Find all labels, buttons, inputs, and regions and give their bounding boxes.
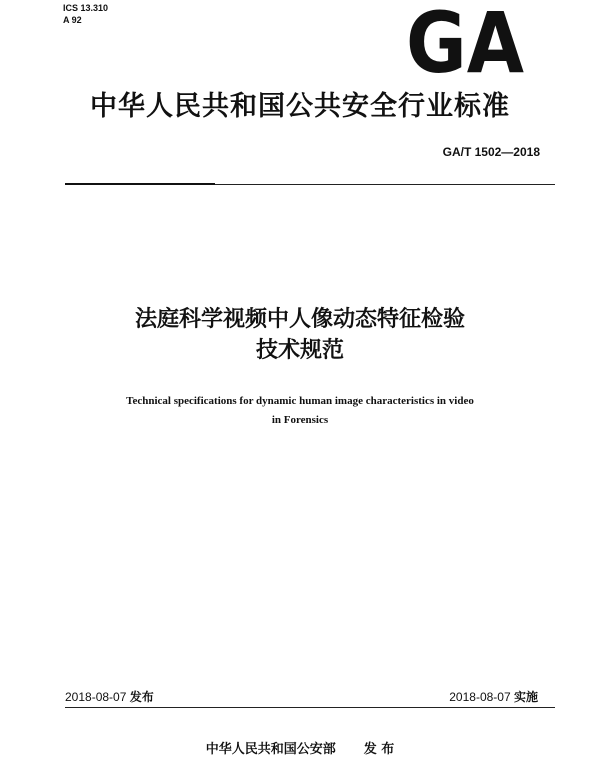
implementation-date xyxy=(449,688,538,705)
issue-date-label: 发布 xyxy=(129,690,154,704)
standard-number: GA/T 1502—2018 xyxy=(442,145,540,159)
classification-codes xyxy=(63,2,108,26)
document-title-english xyxy=(0,392,600,430)
ics-code: ICS 13.310 xyxy=(63,3,109,13)
implementation-date-value: 2018-08-07 xyxy=(449,690,511,704)
title-cn-line-1: 法庭科学视频中人像动态特征检验 xyxy=(134,307,465,332)
ga-logo xyxy=(405,0,525,92)
document-title-chinese xyxy=(0,304,600,366)
svg-text:GA: GA xyxy=(406,0,524,92)
publisher-line xyxy=(0,738,600,757)
issuing-authority-title: 中华人民共和国公共安全行业标准 xyxy=(90,91,510,122)
header-divider-accent xyxy=(65,183,215,185)
publisher-name: 中华人民共和国公安部 xyxy=(205,742,336,757)
issue-date-value: 2018-08-07 xyxy=(65,690,127,704)
footer-divider xyxy=(65,707,555,708)
implementation-date-label: 实施 xyxy=(513,690,538,704)
title-cn-line-2: 技术规范 xyxy=(255,338,344,363)
title-en-line-2: in Forensics xyxy=(271,414,329,426)
title-en-line-1: Technical specifications for dynamic human image characteristics in video xyxy=(126,395,474,407)
issue-date xyxy=(65,688,154,705)
ccs-code: A 92 xyxy=(63,15,82,25)
publish-label: 发 布 xyxy=(363,742,395,757)
